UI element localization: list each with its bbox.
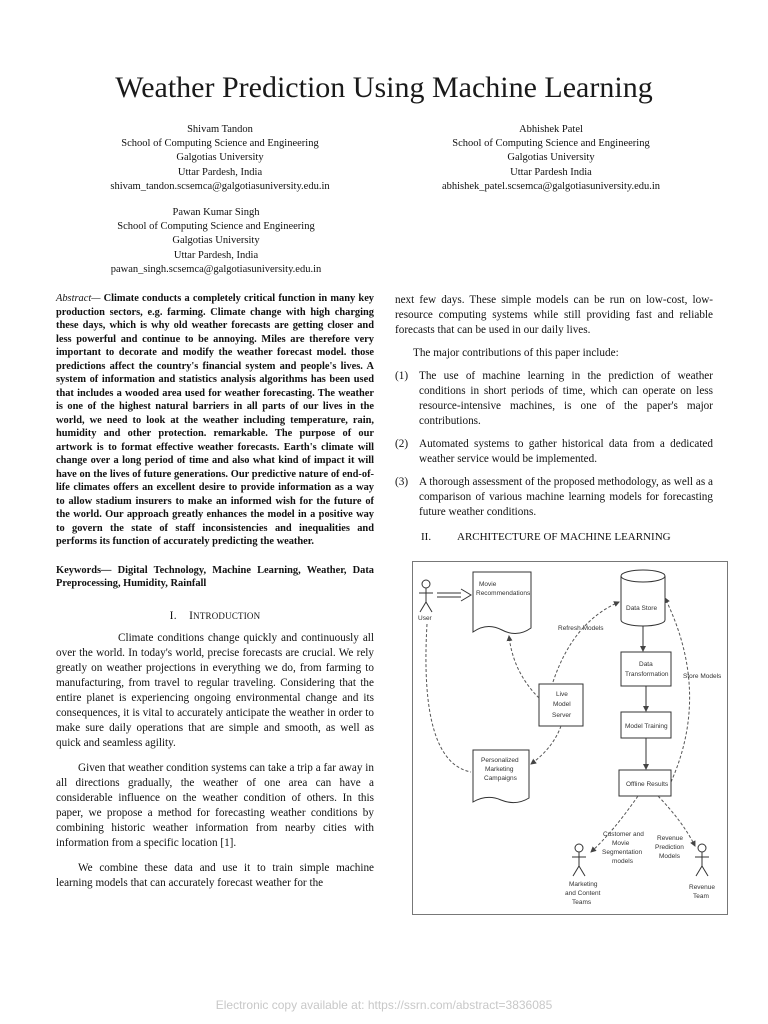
marketing-team-label-2: and Content <box>565 890 601 897</box>
contribution-item <box>395 437 713 467</box>
section-heading-architecture <box>395 530 713 544</box>
revenue-models-label-3: Models <box>659 853 680 860</box>
data-store-cylinder <box>621 570 665 626</box>
intro-paragraph: We combine these data and use it to train simple machine learning models that can accurately forecast weather for the <box>56 861 374 889</box>
author-block-1 <box>70 123 370 194</box>
author-dept: School of Computing Science and Engineering <box>117 221 315 233</box>
model-training-label: Model Training <box>625 723 668 730</box>
author-location: Uttar Pardesh, India <box>177 166 263 178</box>
contribution-item <box>395 475 713 520</box>
item-number: (2) <box>395 438 409 450</box>
section-number: I. <box>169 609 177 622</box>
abstract <box>56 292 374 549</box>
author-dept: School of Computing Science and Engineering <box>452 138 650 150</box>
refresh-models-arrow <box>553 602 619 682</box>
offline-results-label: Offline Results <box>626 781 669 788</box>
movie-recs-label-2: Recommendations <box>476 590 531 597</box>
item-text: A thorough assessment of the proposed methodology, as well as a comparison of various machine learning models for forecasting future weather conditions. <box>419 476 713 518</box>
author-univ: Galgotias University <box>172 235 260 247</box>
user-feedback-curve <box>426 624 471 772</box>
live-server-label-2: Model <box>553 701 571 708</box>
item-text: The use of machine learning in the prediction of weather conditions in short periods of time, which can operate on less resource-intensive machines, is one of the paper's major contributions. <box>419 370 713 427</box>
revenue-team-label-2: Team <box>693 893 709 900</box>
segmentation-label-3: Segmentation <box>602 849 643 856</box>
author-univ: Galgotias University <box>507 152 595 164</box>
abstract-text: Climate conducts a completely critical function in many key production sectors, e.g. farming. Climate change with high charging these days, which is why old weather forecasts are getting closer and less powerful and continue to be annoying. Miles are therefore very important to decorate and modify the weather forecast model. those predictions affect the country's financial system and people's lives. A system of information and statistics analysis algorithms has been used that includes a wooded area used for weather forecasting. The weather is one of the highest natural barriers in all parts of our lives in the world, we need to look at the weather including temperature, rain, humidity and other protection. remarkable. The purpose of our artwork is to format effective weather forecasts. Earth's climate will change over a long period of time and also what kind of impact it will have on the lives of future generations. Our predictive nature of end-of-life climates offers an excellent desire to provide information as a way to allow stadium insurers to make an informed wish for the future of the world. Our approach greatly enhances the model in a positive way to govern the state of staff inconsistencies and inequalities and performs its function of accurately predicting the weather. <box>56 293 374 547</box>
data-store-label: Data Store <box>626 605 658 612</box>
author-block-3 <box>66 206 366 277</box>
data-transform-label-1: Data <box>639 661 653 668</box>
section-title-initial: I <box>189 609 194 622</box>
store-models-label: Store Models <box>683 673 722 680</box>
live-server-label-1: Live <box>556 691 568 698</box>
contributions-intro: The major contributions of this paper include: <box>413 347 619 359</box>
author-email[interactable]: shivam_tandon.scsemca@galgotiasuniversity.edu.in <box>110 180 330 192</box>
movie-recs-label-1: Movie <box>479 581 497 588</box>
section-title-rest: NTRODUCTION <box>193 610 261 621</box>
marketing-team-figure-icon <box>572 844 586 876</box>
author-email[interactable]: abhishek_patel.scsemca@galgotiasuniversity.edu.in <box>441 180 661 192</box>
item-number: (1) <box>395 370 409 382</box>
server-to-recommendations-arrow <box>509 636 539 698</box>
revenue-team-label-1: Revenue <box>689 884 716 891</box>
marketing-team-label-3: Teams <box>572 899 592 906</box>
intro-paragraph: Given that weather condition systems can take a trip a far away in all directions gradually, the weather of one area can have a considerable influence on the weather condition of others. In this paper, we propose a method for forecasting weather conditions by combining historic weather information from nearby cities with information from a specific location [1]. <box>56 761 374 849</box>
paper-title: Weather Prediction Using Machine Learning <box>115 71 653 104</box>
user-label: User <box>418 615 432 622</box>
author-name: Pawan Kumar Singh <box>172 207 260 218</box>
author-email[interactable]: pawan_singh.scsemca@galgotiasuniversity.edu.in <box>110 263 322 275</box>
user-figure-icon <box>419 580 433 612</box>
personalized-label-2: Marketing <box>485 766 514 773</box>
architecture-diagram <box>413 562 727 914</box>
author-name: Abhishek Patel <box>519 124 583 135</box>
section-title: ARCHITECTURE OF MACHINE LEARNING <box>457 531 671 543</box>
author-name: Shivam Tandon <box>187 124 253 135</box>
author-location: Uttar Pardesh, India <box>173 249 259 261</box>
live-server-label-3: Server <box>552 712 572 719</box>
personalized-label-3: Campaigns <box>484 775 517 782</box>
section-heading-introduction <box>56 609 374 623</box>
server-to-campaigns-arrow <box>531 726 561 764</box>
item-text: Automated systems to gather historical data from a dedicated weather service would be implemented. <box>419 438 713 465</box>
author-block-2 <box>401 123 701 194</box>
keywords: Keywords— Digital Technology, Machine Learning, Weather, Data Preprocessing, Humidity, Rainfall <box>56 564 374 589</box>
marketing-team-label-1: Marketing <box>569 881 598 888</box>
personalized-label-1: Personalized <box>481 757 519 764</box>
body-paragraph: next few days. These simple models can be run on low-cost, low-resource computing systems while still providing fast and reliable forecasts that can be used in our daily lives. <box>395 294 713 336</box>
user-to-recommendations-arrow <box>437 589 471 601</box>
item-number: (3) <box>395 476 409 488</box>
author-dept: School of Computing Science and Engineering <box>121 138 319 150</box>
revenue-team-figure-icon <box>695 844 709 876</box>
data-transformation-box <box>621 652 671 686</box>
author-location: Uttar Pardesh India <box>510 166 592 178</box>
ssrn-footer-watermark[interactable]: Electronic copy available at: https://ssrn.com/abstract=3836085 <box>215 998 553 1012</box>
right-column <box>395 293 713 544</box>
left-column <box>56 292 374 901</box>
segmentation-label-4: models <box>612 858 633 865</box>
refresh-models-label: Refresh Models <box>558 625 604 632</box>
contribution-item <box>395 369 713 429</box>
revenue-models-label-1: Revenue <box>657 835 684 842</box>
section-number: II. <box>421 531 432 543</box>
data-transform-label-2: Transformation <box>625 671 669 678</box>
segmentation-label-1: Customer and <box>603 831 644 838</box>
intro-paragraph: Climate conditions change quickly and continuously all over the world. In today's world, precise forecasts are crucial. We rely greatly on weather projections in everything we do, from farming to manufacturing, from travel to regular traveling. Considering that the entire planet is experiencing ongoing environmental change and its consequences, it is vital to accurately anticipate the weather in order to make sure daily operations that are simple and smooth, as well as quick and seamless agility. <box>56 631 374 749</box>
store-models-arrow <box>665 598 690 782</box>
segmentation-label-2: Movie <box>612 840 630 847</box>
revenue-models-label-2: Prediction <box>655 844 684 851</box>
architecture-figure <box>412 561 728 915</box>
author-univ: Galgotias University <box>176 152 264 164</box>
abstract-label: Abstract— <box>56 293 101 304</box>
